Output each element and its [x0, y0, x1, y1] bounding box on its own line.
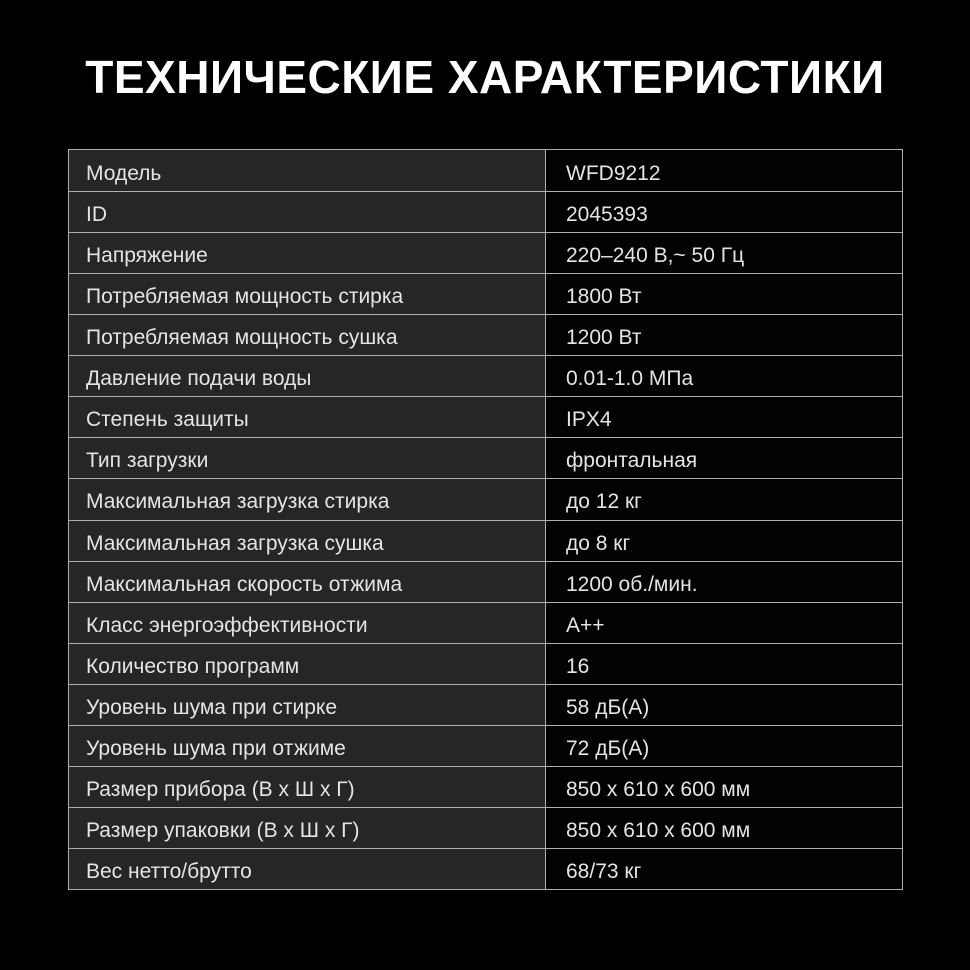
spec-value: 58 дБ(А) [546, 685, 902, 725]
spec-label: Степень защиты [69, 397, 546, 437]
spec-value: 220–240 В,~ 50 Гц [546, 233, 902, 273]
spec-label: ID [69, 192, 546, 232]
spec-value: IPX4 [546, 397, 902, 437]
spec-value: 850 х 610 х 600 мм [546, 808, 902, 848]
table-row [69, 766, 902, 807]
spec-value: 68/73 кг [546, 849, 902, 889]
table-row [69, 561, 902, 602]
table-row [69, 725, 902, 766]
spec-label: Класс энергоэффективности [69, 603, 546, 643]
spec-label: Размер упаковки (В х Ш х Г) [69, 808, 546, 848]
spec-value: до 12 кг [546, 479, 902, 519]
spec-label: Уровень шума при стирке [69, 685, 546, 725]
spec-value: 1200 Вт [546, 315, 902, 355]
spec-value: А++ [546, 603, 902, 643]
table-row [69, 273, 902, 314]
spec-table [68, 149, 903, 890]
spec-value: фронтальная [546, 438, 902, 478]
spec-label: Модель [69, 150, 546, 191]
spec-label: Потребляемая мощность сушка [69, 315, 546, 355]
spec-value: 16 [546, 644, 902, 684]
table-row [69, 314, 902, 355]
table-row [69, 396, 902, 437]
table-row [69, 848, 902, 889]
table-row [69, 643, 902, 684]
spec-value: до 8 кг [546, 521, 902, 561]
table-row [69, 150, 902, 191]
page-title: ТЕХНИЧЕСКИЕ ХАРАКТЕРИСТИКИ [85, 51, 885, 103]
spec-label: Количество программ [69, 644, 546, 684]
spec-label: Максимальная скорость отжима [69, 562, 546, 602]
spec-value: 1200 об./мин. [546, 562, 902, 602]
table-row [69, 191, 902, 232]
spec-label: Вес нетто/брутто [69, 849, 546, 889]
spec-label: Тип загрузки [69, 438, 546, 478]
table-row [69, 355, 902, 396]
spec-label: Уровень шума при отжиме [69, 726, 546, 766]
spec-label: Размер прибора (В х Ш х Г) [69, 767, 546, 807]
spec-label: Напряжение [69, 233, 546, 273]
spec-value: 850 х 610 х 600 мм [546, 767, 902, 807]
spec-value: 0.01-1.0 МПа [546, 356, 902, 396]
table-row [69, 478, 902, 519]
spec-label: Максимальная загрузка сушка [69, 521, 546, 561]
spec-value: WFD9212 [546, 150, 902, 191]
table-row [69, 807, 902, 848]
table-row [69, 437, 902, 478]
spec-label: Давление подачи воды [69, 356, 546, 396]
table-row [69, 602, 902, 643]
spec-value: 2045393 [546, 192, 902, 232]
table-row [69, 684, 902, 725]
spec-value: 72 дБ(А) [546, 726, 902, 766]
spec-label: Потребляемая мощность стирка [69, 274, 546, 314]
table-row [69, 232, 902, 273]
table-row [69, 520, 902, 561]
spec-value: 1800 Вт [546, 274, 902, 314]
spec-label: Максимальная загрузка стирка [69, 479, 546, 519]
